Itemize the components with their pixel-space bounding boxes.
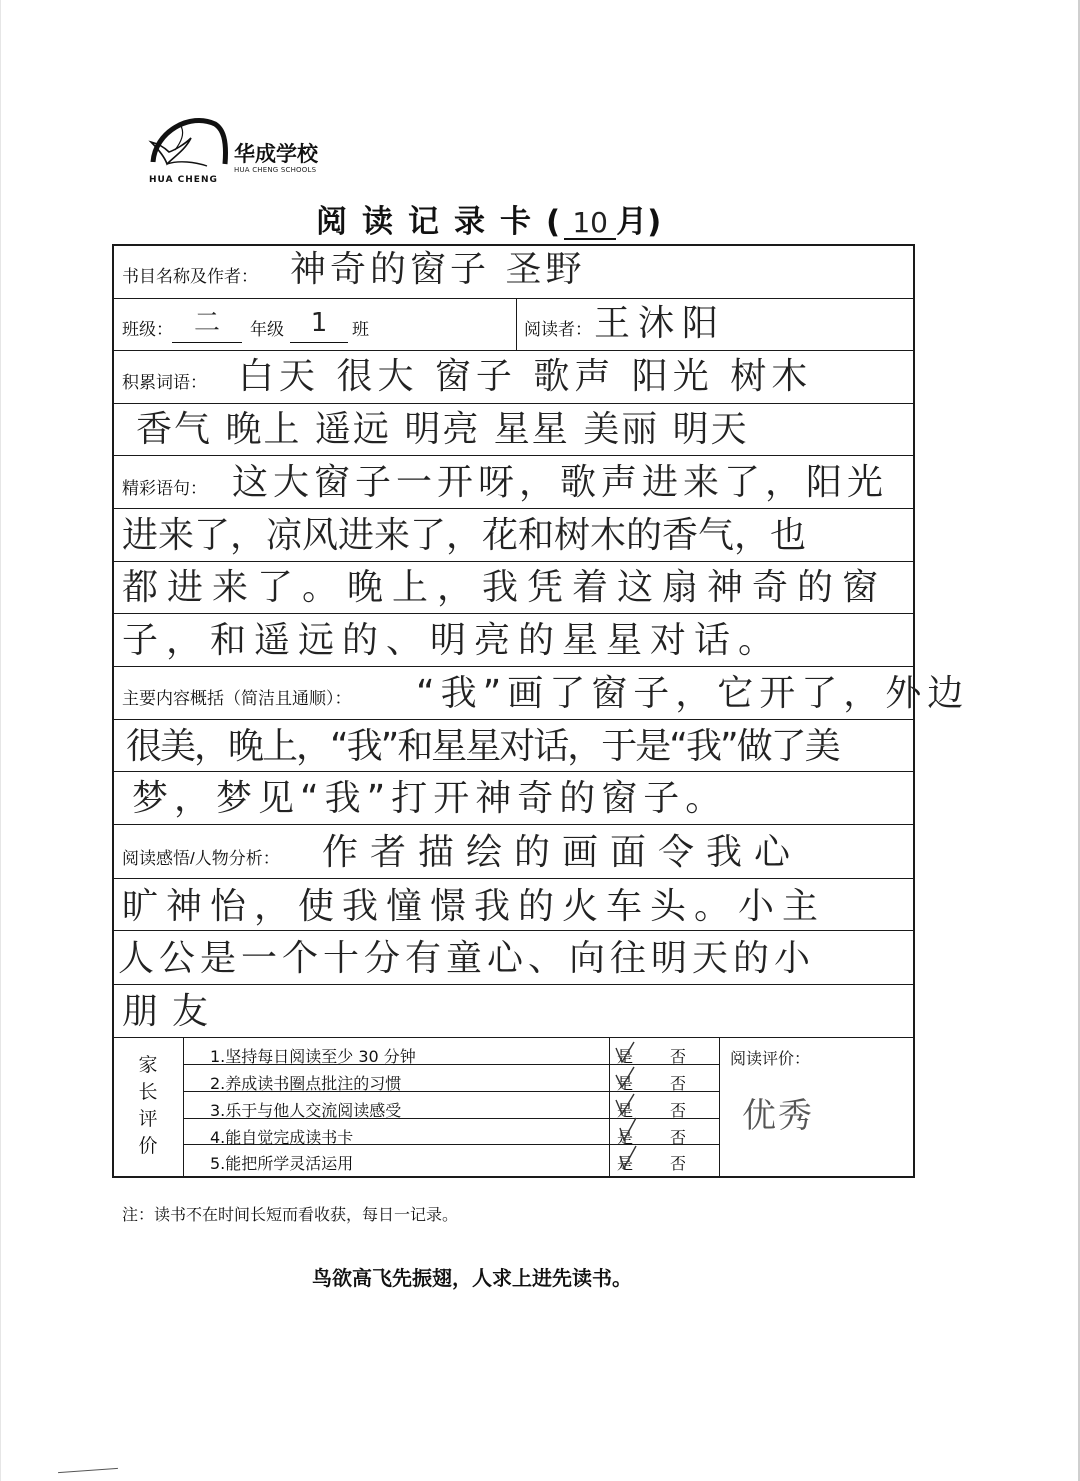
vocabulary-line-1[interactable]: 白天 很大 窗子 歌声 阳光 树木: [238, 356, 813, 397]
class-label: 班级：: [122, 320, 173, 339]
reader-name-field[interactable]: 王沐阳: [594, 303, 727, 344]
title-close-paren: ): [647, 204, 662, 240]
check-mark-icon: [614, 1092, 636, 1118]
footer-note: 注：读书不在时间长短而看收获，每日一记录。: [122, 1205, 459, 1224]
reading-eval-label: 阅读评价：: [730, 1051, 811, 1068]
check-mark-icon: [614, 1065, 636, 1091]
no-option[interactable]: 否: [670, 1101, 687, 1120]
row-divider: [114, 771, 913, 772]
eval-item-4: 4.能自觉完成读书卡: [210, 1128, 354, 1147]
page-edge: [0, 0, 1, 1481]
page-title: [316, 196, 661, 241]
vocabulary-line-2[interactable]: 香气 晚上 遥远 明亮 星星 美丽 明天: [136, 409, 749, 450]
no-option[interactable]: 否: [670, 1128, 687, 1147]
row-divider: [114, 350, 913, 351]
grade-unit: 年级: [250, 320, 284, 339]
school-name-cn: 华成学校: [234, 142, 318, 166]
col-divider: [719, 1037, 720, 1178]
yes-option[interactable]: 是: [617, 1047, 634, 1066]
eval-item-2: 2.养成读书圈点批注的习惯: [210, 1074, 402, 1093]
check-mark-icon: [616, 1116, 638, 1142]
grade-field[interactable]: [172, 304, 242, 343]
row-divider: [114, 298, 913, 299]
school-name-en: HUA CHENG SCHOOLS: [234, 166, 317, 174]
school-logo: [145, 112, 345, 185]
row-divider: [114, 613, 913, 614]
vocabulary-label: 积累词语：: [122, 373, 207, 392]
row-divider: [114, 561, 913, 562]
title-open-paren: (: [546, 204, 565, 240]
summary-line-3[interactable]: 梦，梦见“我”打开神奇的窗子。: [132, 778, 728, 819]
no-option[interactable]: 否: [670, 1154, 687, 1173]
reader-label: 阅读者：: [524, 320, 592, 339]
reading-eval-value[interactable]: 优秀: [742, 1096, 814, 1136]
yes-option[interactable]: 是: [617, 1101, 634, 1120]
sentences-label: 精彩语句：: [122, 479, 207, 498]
grade-value: 二: [172, 304, 242, 343]
sentences-line-4[interactable]: 子，和遥远的、明亮的星星对话。: [122, 620, 783, 661]
label-char: 价: [138, 1135, 158, 1157]
label-char: 评: [138, 1108, 158, 1130]
row-divider: [114, 984, 913, 985]
class-value: 1: [290, 304, 348, 343]
col-divider: [183, 1037, 184, 1178]
class-field[interactable]: [290, 304, 348, 343]
month-unit: 月: [616, 204, 648, 240]
stray-pen-mark: [58, 1468, 118, 1473]
summary-line-2[interactable]: 很美，晚上，“我”和星星对话，于是“我”做了美: [126, 726, 839, 767]
sentences-line-1[interactable]: 这大窗子一开呀，歌声进来了，阳光: [232, 462, 889, 503]
reflection-line-1[interactable]: 作者描绘的画面令我心: [322, 832, 803, 873]
row-divider: [114, 719, 913, 720]
row-divider: [114, 878, 913, 879]
row-divider: [114, 1037, 913, 1038]
row-divider: [114, 455, 913, 456]
book-label: 书目名称及作者：: [122, 267, 258, 286]
check-mark-icon: [616, 1144, 638, 1170]
title-text: 阅读记录卡: [316, 204, 546, 240]
row-divider: [114, 666, 913, 667]
sentences-line-2[interactable]: 进来了，凉风进来了，花和树木的香气，也: [122, 515, 807, 556]
summary-line-1[interactable]: “我”画了窗子，它开了，外边: [416, 673, 970, 714]
yes-option[interactable]: 是: [617, 1128, 634, 1147]
yes-option[interactable]: 是: [617, 1154, 634, 1173]
check-mark-icon: [614, 1040, 636, 1066]
class-unit: 班: [352, 320, 369, 339]
eval-item-3: 3.乐于与他人交流阅读感受: [210, 1101, 402, 1120]
col-divider: [516, 298, 517, 350]
sentences-line-3[interactable]: 都进来了。晚上，我凭着这扇神奇的窗: [122, 567, 888, 608]
reflection-label: 阅读感悟/人物分析：: [122, 849, 280, 868]
logo-emblem-text: HUA CHENG: [149, 175, 218, 185]
yes-option[interactable]: 是: [617, 1074, 634, 1093]
no-option[interactable]: 否: [670, 1074, 687, 1093]
row-divider: [114, 824, 913, 825]
parent-eval-label: [136, 1052, 160, 1160]
footer-motto: 鸟欲高飞先振翅，人求上进先读书。: [312, 1266, 632, 1290]
col-divider: [609, 1037, 610, 1178]
reflection-line-2[interactable]: 旷神怡，使我憧憬我的火车头。小主: [122, 886, 827, 927]
eval-item-5: 5.能把所学灵活运用: [210, 1154, 354, 1173]
no-option[interactable]: 否: [670, 1047, 687, 1066]
eval-item-1: 1.坚持每日阅读至少 30 分钟: [210, 1047, 416, 1066]
bird-emblem-icon: [145, 112, 235, 182]
summary-label: 主要内容概括（简洁且通顺）：: [122, 689, 352, 708]
label-char: 长: [138, 1081, 158, 1103]
book-title-author-field[interactable]: 神奇的窗子 圣野: [290, 249, 586, 290]
label-char: 家: [138, 1054, 158, 1076]
reading-record-form: [112, 244, 970, 1178]
row-divider: [114, 403, 913, 404]
month-field[interactable]: 10: [564, 208, 616, 240]
reflection-line-4[interactable]: 朋友: [122, 991, 223, 1032]
row-divider: [114, 508, 913, 509]
reflection-line-3[interactable]: 人公是一个十分有童心、向往明天的小: [118, 938, 816, 979]
